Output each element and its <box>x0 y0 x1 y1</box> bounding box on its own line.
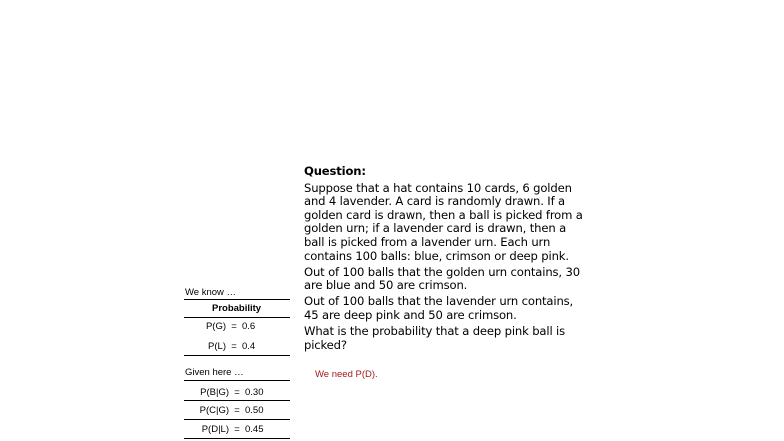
given-row-pdl <box>188 424 264 435</box>
given-value: 0.30 <box>245 387 264 398</box>
given-lhs: P(D|L) <box>201 424 229 435</box>
known-value: 0.4 <box>242 341 256 352</box>
divider <box>184 419 290 420</box>
known-value: 0.6 <box>242 321 256 332</box>
question-paragraph-ask: What is the probability that a deep pink ball is picked? <box>304 324 566 352</box>
given-lhs: P(C|G) <box>199 405 229 416</box>
question-paragraph-golden-urn: Out of 100 balls that the golden urn contains, 30 are blue and 50 are crimson. <box>304 264 580 293</box>
equals-sign: = <box>234 387 240 398</box>
probability-header: Probability <box>212 303 262 314</box>
known-lhs: P(G) <box>205 321 226 332</box>
given-row-pbg <box>188 387 264 398</box>
given-value: 0.45 <box>245 424 264 435</box>
equals-sign: = <box>231 321 237 332</box>
known-lhs: P(L) <box>208 341 226 352</box>
divider <box>184 299 290 300</box>
question-title: Question: <box>304 164 366 178</box>
known-row-pl <box>190 341 255 352</box>
question-paragraph-setup: Suppose that a hat contains 10 cards, 6 golden and 4 lavender. A card is randomly drawn. If a golden card is drawn, then a ball is picked from a golden urn; if a lavender card is drawn, then a ball is picked from a lavender urn. Each urn contains 100 balls: blue, crimson or deep pink. <box>304 180 583 263</box>
equals-sign: = <box>234 405 240 416</box>
known-row-pg <box>190 321 255 332</box>
question-block <box>304 165 586 355</box>
divider <box>184 355 290 356</box>
equals-sign: = <box>231 341 237 352</box>
given-value: 0.50 <box>245 405 264 416</box>
divider <box>184 400 290 401</box>
given-here-label: Given here … <box>185 367 244 378</box>
given-row-pcg <box>188 405 264 416</box>
divider <box>184 380 290 381</box>
we-need-note: We need P(D). <box>315 369 378 380</box>
equals-sign: = <box>234 424 240 435</box>
given-lhs: P(B|G) <box>200 387 229 398</box>
divider <box>184 438 290 439</box>
divider <box>184 317 290 318</box>
we-know-label: We know … <box>185 287 237 298</box>
question-paragraph-lavender-urn: Out of 100 balls that the lavender urn contains, 45 are deep pink and 50 are crimson. <box>304 294 574 322</box>
